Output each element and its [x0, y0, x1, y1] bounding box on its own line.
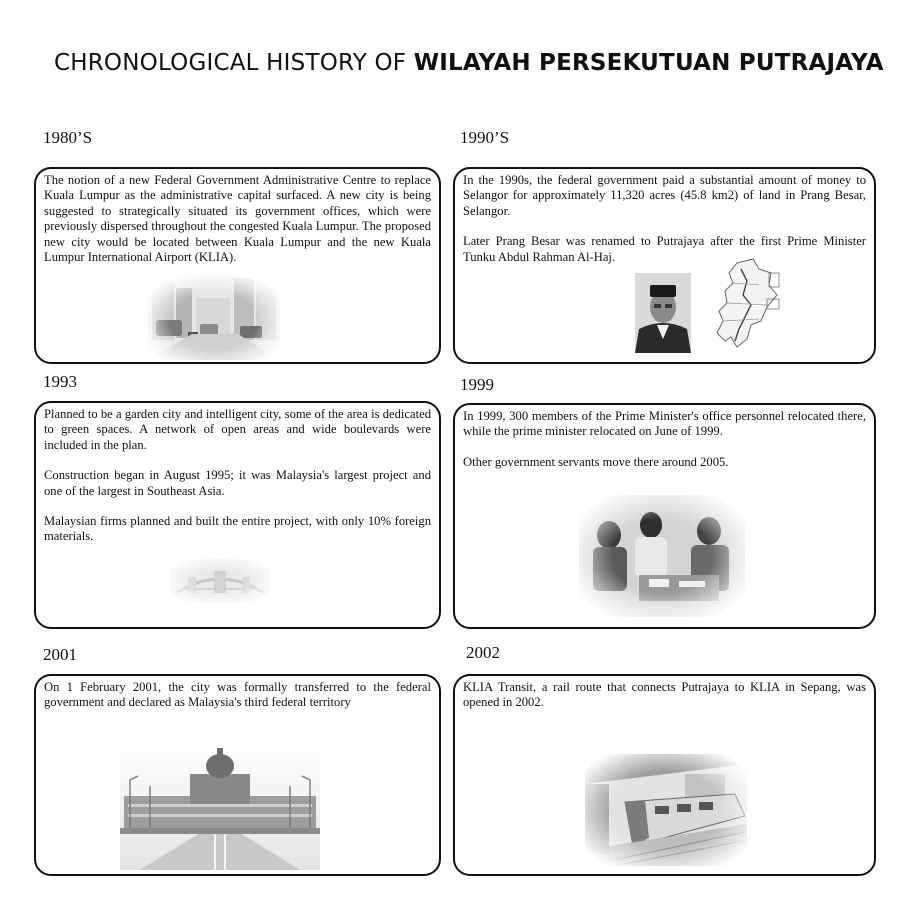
year-label-2002: 2002 — [466, 643, 500, 662]
card-paragraph: Other government servants move there around 2005. — [463, 454, 729, 469]
card-text — [463, 680, 866, 726]
timeline-card-1999 — [453, 403, 876, 629]
page-title — [54, 50, 884, 76]
card-paragraph: Construction began in August 1995; it was Malaysia's largest project and one of the largest in Southeast Asia. — [44, 468, 431, 498]
map-illustration — [707, 255, 787, 355]
page-title-prefix: CHRONOLOGICAL HISTORY OF — [54, 50, 414, 76]
card-paragraph: KLIA Transit, a rail route that connects Putrajaya to KLIA in Sepang, was opened in 2002. — [463, 680, 866, 710]
timeline-card-1993 — [34, 401, 441, 629]
office-photo — [579, 495, 745, 617]
portrait-photo — [635, 273, 691, 353]
street-photo — [148, 274, 280, 360]
card-text — [463, 409, 866, 485]
card-text — [463, 173, 866, 280]
card-paragraph: In the 1990s, the federal government paid a substantial amount of money to Selangor for approximately 11,320 acres (45.8 km2) of land in Prang Besar, Selangor. — [463, 173, 866, 218]
year-label-1999: 1999 — [460, 375, 494, 394]
timeline-card-1980s — [34, 167, 441, 364]
train-photo — [585, 754, 747, 866]
card-paragraph: In 1999, 300 members of the Prime Minister's office personnel relocated there, while the prime minister relocated on June of 1999. — [463, 409, 866, 439]
card-paragraph: Malaysian firms planned and built the entire project, with only 10% foreign materials. — [44, 514, 431, 544]
card-paragraph: On 1 February 2001, the city was formally transferred to the federal government and declared as Malaysia's third federal territory — [44, 680, 431, 710]
card-paragraph: Planned to be a garden city and intelligent city, some of the area is dedicated to green spaces. A network of open areas and wide boulevards were included in the plan. — [44, 407, 431, 452]
year-label-1993: 1993 — [43, 372, 77, 391]
card-paragraph: Later Prang Besar was renamed to Putrajaya after the first Prime Minister Tunku Abdul Rahman Al-Haj. — [463, 234, 866, 264]
government-building-photo — [120, 740, 320, 870]
year-label-1990s: 1990’S — [460, 128, 510, 147]
card-paragraph: The notion of a new Federal Government Administrative Centre to replace Kuala Lumpur as the administrative capital surfaced. A new city is being suggested to strategically situated its government offices, which were previously dispersed throughout the congested Kuala Lumpur. The proposed new city would be located between Kuala Lumpur and the new Kuala Lumpur International Airport (KLIA). — [44, 173, 431, 265]
timeline-card-2001 — [34, 674, 441, 876]
timeline-card-1990s — [453, 167, 876, 364]
card-text — [44, 680, 431, 726]
page-title-emphasis: WILAYAH PERSEKUTUAN PUTRAJAYA — [413, 50, 884, 76]
card-text — [44, 407, 431, 560]
year-label-1980s: 1980’S — [43, 128, 93, 147]
year-label-2001: 2001 — [43, 645, 77, 664]
card-text — [44, 173, 431, 280]
timeline-card-2002 — [453, 674, 876, 876]
construction-photo — [170, 559, 270, 603]
